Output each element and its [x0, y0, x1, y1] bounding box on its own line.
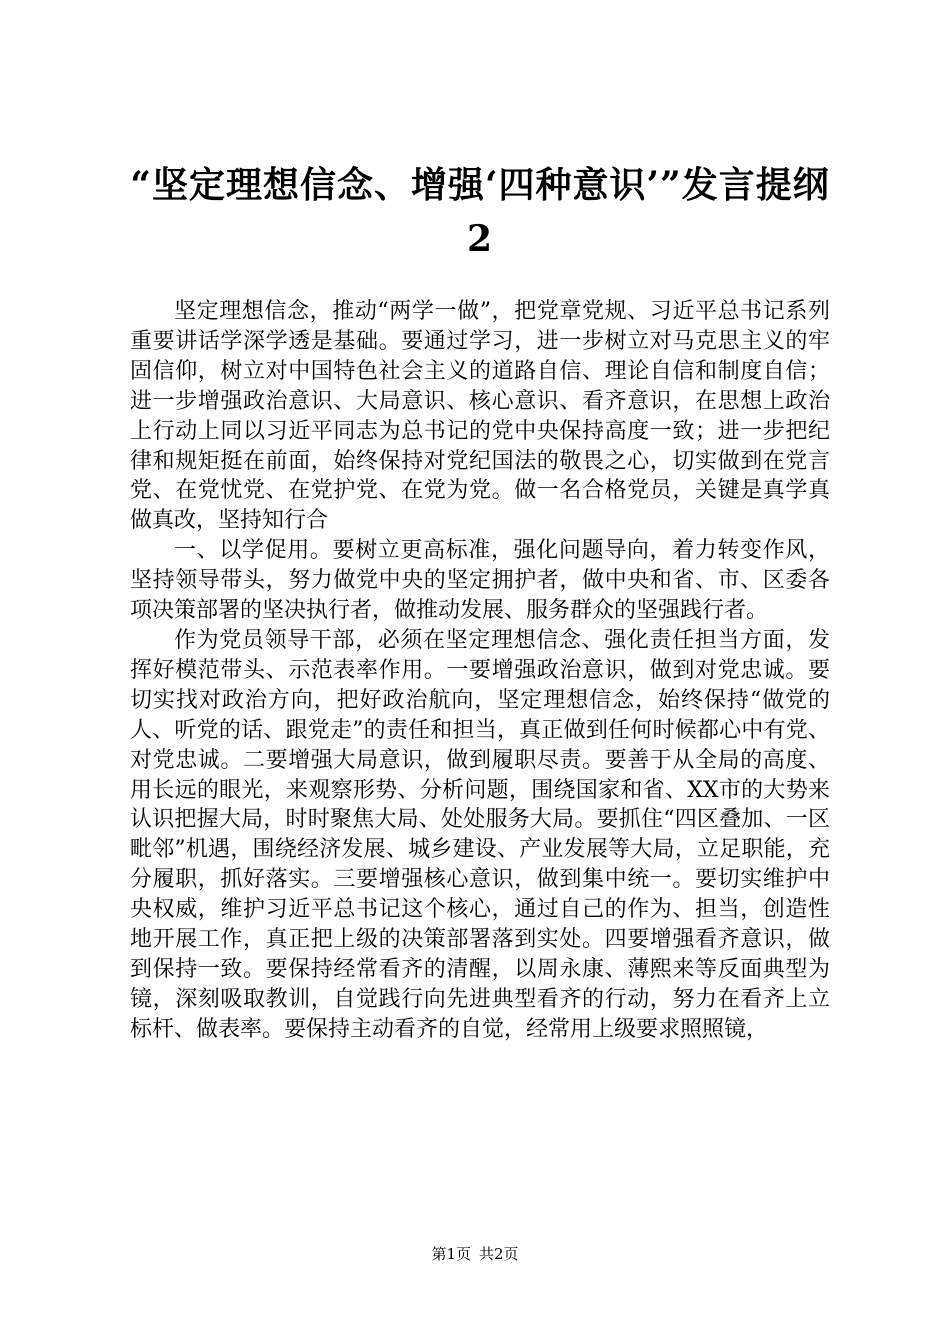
paragraph-intro: 坚定理想信念，推动“两学一做”，把党章党规、习近平总书记系列重要讲话学深学透是基础。要通过学习，进一步树立对马克思主义的牢固信仰，树立对中国特色社会主义的道路自信、理论自信和制度自信；进一步增强政治意识、大局意识、核心意识、看齐意识，在思想上政治上行动上同以习近平同志为总书记的党中央保持高度一致；进一步把纪律和规矩挺在前面，始终保持对党纪国法的敬畏之心，切实做到在党言党、在党忧党、在党护党、在党为党。做一名合格党员，关键是真学真做真改，坚持知行合 [130, 299, 830, 534]
page-total: 共2页 [479, 1245, 519, 1263]
document-body [130, 297, 830, 1045]
page-footer [0, 1244, 950, 1264]
paragraph-section-one: 一、以学促用。要树立更高标准，强化问题导向，着力转变作风，坚持领导带头，努力做党中央的坚定拥护者，做中央和省、市、区委各项决策部署的坚决执行者，做推动发展、服务群众的坚强践行者。 [130, 538, 830, 624]
document-title: “坚定理想信念、增强‘四种意识’”发言提纲2 [130, 164, 830, 260]
page-number: 第1页 [431, 1245, 471, 1263]
paragraph-leadership: 作为党员领导干部，必须在坚定理想信念、强化责任担当方面，发挥好模范带头、示范表率作用。一要增强政治意识，做到对党忠诚。要切实找对政治方向，把好政治航向，坚定理想信念，始终保持“做党的人、听党的话、跟党走”的责任和担当，真正做到任何时候都心中有党、对党忠诚。二要增强大局意识，做到履职尽责。要善于从全局的高度、用长远的眼光，来观察形势、分析问题，围绕国家和省、XX市的大势来认识把握大局，时时聚焦大局、处处服务大局。要抓住“四区叠加、一区毗邻”机遇，围绕经济发展、城乡建设、产业发展等大局，立足职能，充分履职，抓好落实。三要增强核心意识，做到集中统一。要切实维护中央权威，维护习近平总书记这个核心，通过自己的作为、担当，创造性地开展工作，真正把上级的决策部署落到实处。四要增强看齐意识，做到保持一致。要保持经常看齐的清醒，以周永康、薄熙来等反面典型为镜，深刻吸取教训，自觉践行向先进典型看齐的行动，努力在看齐上立标杆、做表率。要保持主动看齐的自觉，经常用上级要求照照镜， [130, 627, 830, 1042]
